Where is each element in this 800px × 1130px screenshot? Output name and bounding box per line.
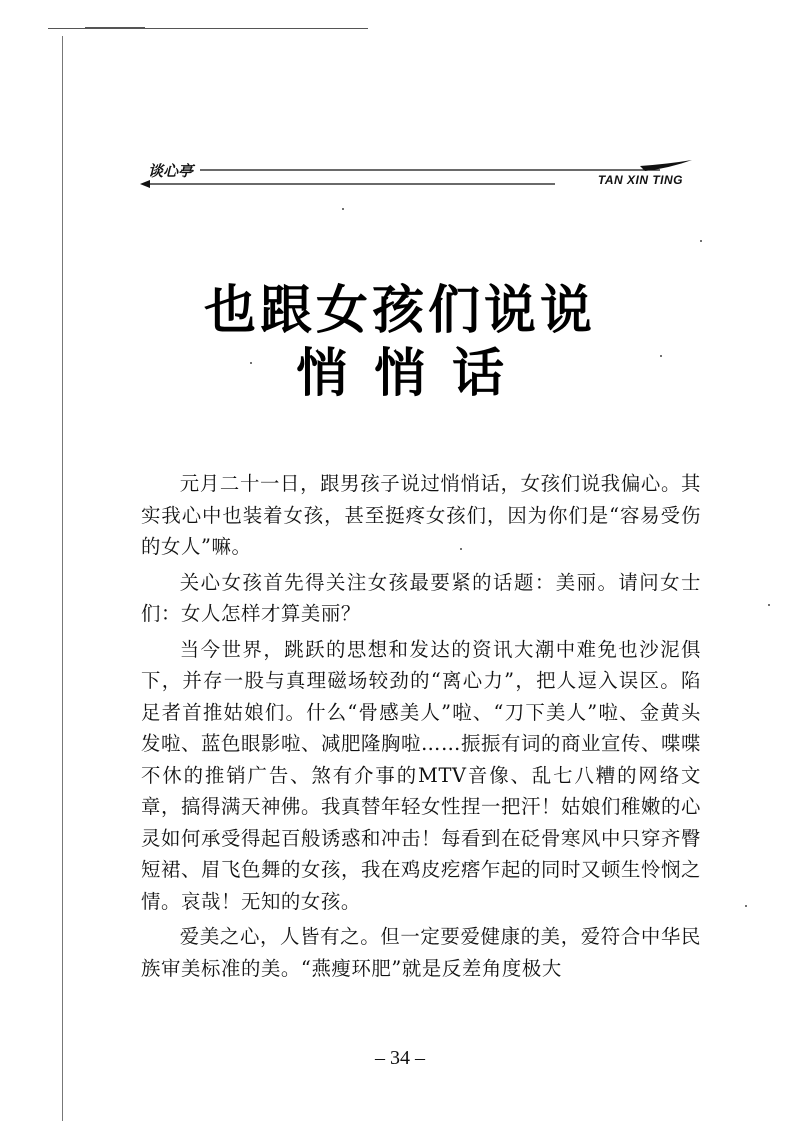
article-title xyxy=(120,280,680,406)
running-header xyxy=(140,156,695,190)
header-swoosh xyxy=(640,160,692,171)
scan-speck xyxy=(660,355,662,357)
scan-edge-line xyxy=(48,28,368,29)
column-name-en: TAN XIN TING xyxy=(597,173,683,187)
paragraph: 当今世界，跳跃的思想和发达的资讯大潮中难免也沙泥俱下，并存一股与真理磁场较劲的“离心力”，把人逗入误区。陷足者首推姑娘们。什么“骨感美人”啦、“刀下美人”啦、金黄头发啦、蓝色眼影啦、减肥隆胸啦……振振有词的商业宣传、喋喋不休的推销广告、煞有介事的MTV音像、乱七八糟的网络文章，搞得满天神佛。我真替年轻女性捏一把汗！姑娘们稚嫩的心灵如何承受得起百般诱惑和冲击！每看到在砭骨寒风中只穿齐臀短裙、眉飞色舞的女孩，我在鸡皮疙瘩乍起的同时又顿生怜悯之情。哀哉！无知的女孩。 xyxy=(141,637,701,913)
title-line-2: 悄悄话 xyxy=(295,344,530,404)
article-body xyxy=(141,468,701,988)
scan-speck xyxy=(745,905,747,907)
paragraph: 关心女孩首先得关注女孩最要紧的话题：美丽。请问女士们：女人怎样才算美丽？ xyxy=(141,570,701,625)
scan-edge-line xyxy=(85,27,145,28)
scan-speck xyxy=(768,604,770,606)
paragraph: 元月二十一日，跟男孩子说过悄悄话，女孩们说我偏心。其实我心中也装着女孩，甚至挺疼女孩们，因为你们是“容易受伤的女人”嘛。 xyxy=(141,472,701,558)
page-number: – 34 – xyxy=(375,1047,425,1069)
scan-speck xyxy=(460,548,462,550)
scan-left-rule xyxy=(62,36,63,1121)
scan-speck xyxy=(342,208,344,210)
scan-speck xyxy=(700,240,702,242)
title-line-1: 也跟女孩们说说 xyxy=(203,281,596,341)
paragraph: 爱美之心，人皆有之。但一定要爱健康的美，爱符合中华民族审美标准的美。“燕瘦环肥”就是反差角度极大 xyxy=(141,925,701,980)
scan-speck xyxy=(250,362,252,364)
column-name-cn: 谈心亭 xyxy=(148,162,194,180)
